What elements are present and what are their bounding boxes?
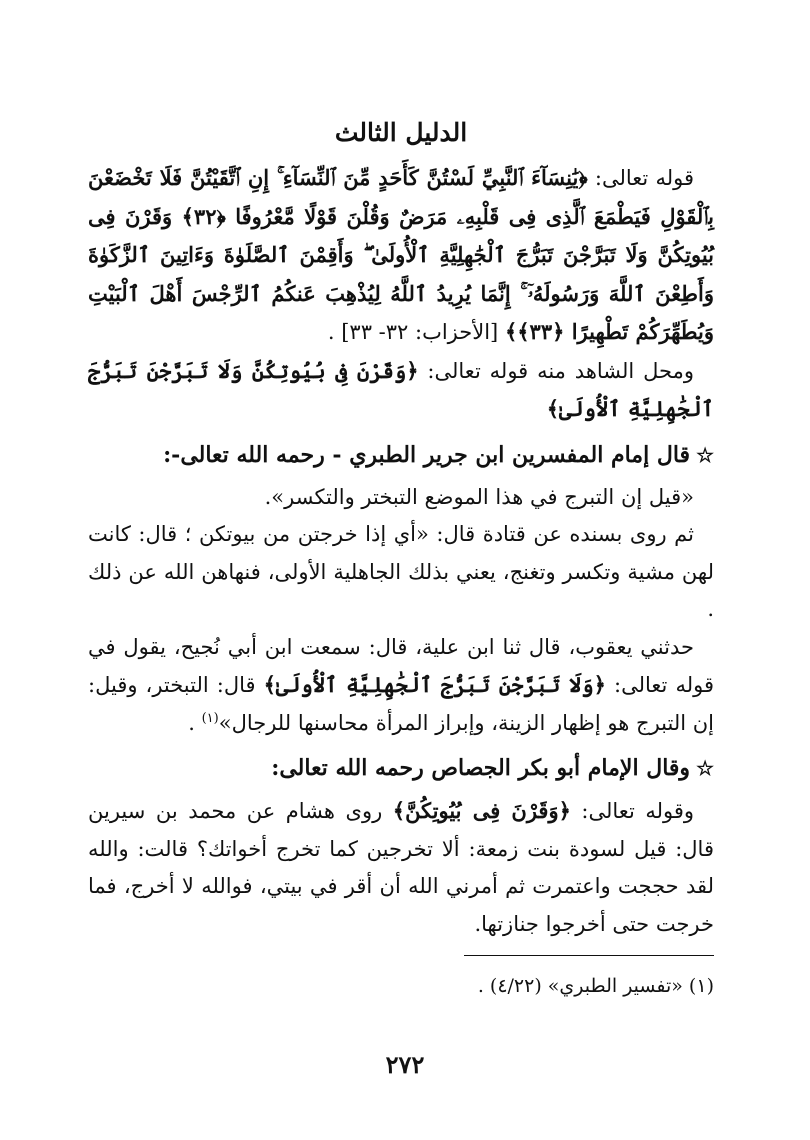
quran-verse: ﴿يَٰنِسَآءَ ٱلنَّبِيِّ لَسْتُنَّ كَأَحَدٍ مِّنَ ٱلنِّسَآءِ ۚ إِنِ ٱتَّقَيْتُنَّ فَلَا تَخْضَعْنَ بِٱلْقَوْلِ فَيَطْمَعَ ٱلَّذِى فِى قَلْبِهِۦ مَرَضٌ وَقُلْنَ قَوْلًا مَّعْرُوفًا ﴿٣٢﴾ وَقَرْنَ فِى بُيُوتِكُنَّ وَلَا تَبَرَّجْنَ تَبَرُّجَ ٱلْجَٰهِلِيَّةِ ٱلْأُولَىٰ ۖ وَأَقِمْنَ ٱلصَّلَوٰةَ وَءَاتِينَ ٱلزَّكَوٰةَ وَأَطِعْنَ ٱللَّهَ وَرَسُولَهُۥٓ ۚ إِنَّمَا يُرِيدُ ٱللَّهُ لِيُذْهِبَ عَنكُمُ ٱلرِّجْسَ أَهْلَ ٱلْبَيْتِ وَيُطَهِّرَكُمْ تَطْهِيرًا ﴿٣٣﴾﴾ <box>88 165 714 344</box>
paragraph-tabari-quote: «قيل إن التبرج في هذا الموضع التبختر والتكسر». <box>264 484 694 509</box>
narration-end: . <box>188 710 202 735</box>
paragraph-verse-ahzab <box>88 159 714 352</box>
footnote-divider <box>464 955 714 956</box>
witness-intro: ومحل الشاهد منه قوله تعالى: <box>418 358 694 383</box>
quran-verse: ﴿وَقَرْنَ فِى بُيُوتِكُنَّ﴾ <box>392 798 571 823</box>
star-icon: ☆ <box>696 756 714 780</box>
section-title: الدليل الثالث <box>334 118 468 147</box>
heading-text: قال إمام المفسرين ابن جرير الطبري - رحمه الله تعالى-: <box>163 441 691 468</box>
heading-text: وقال الإمام أبو بكر الجصاص رحمه الله تعالى: <box>271 755 691 781</box>
heading-tabari <box>88 435 714 475</box>
paragraph-sawda <box>88 792 714 943</box>
verse-intro: قوله تعالى: <box>587 166 695 190</box>
paragraph-qatada: ثم روى بسنده عن قتادة قال: «أي إذا خرجتن من بيوتكن ؛ قال: كانت لهن مشية وتكسر وتغنج، يعني بذلك الجاهلية الأولى، فنهاهن الله عن ذلك . <box>88 522 714 621</box>
narration-text: روى هشام عن محمد بن سيرين قال: قيل لسودة بنت زمعة: ألا تخرجين كما تخرج أخواتك؟ قالت: والله لقد حججت واعتمرت ثم أمرني الله أن أقر في بيتي، فوالله لا أخرج، فما خرجت حتى أخرجوا جنازتها. <box>88 799 714 936</box>
paragraph-yaqub <box>88 629 714 743</box>
paragraph-witness <box>88 352 714 429</box>
footnote-marker[interactable]: (١) <box>201 710 219 726</box>
narration-intro: حدثني يعقوب، قال ثنا ابن علية، قال: سمعت ابن أبي نُجيح، يقول في قوله تعالى: <box>88 634 714 697</box>
heading-jassas <box>88 748 714 788</box>
verse-reference: [الأحزاب: ٣٢- ٣٣] . <box>327 320 505 344</box>
page-body <box>88 118 714 1001</box>
page-number: ٢٧٢ <box>385 1050 425 1079</box>
quran-verse: ﴿وَقَرْنَ فِى بُيُوتِكُنَّ وَلَا تَبَرَّجْنَ تَبَرُّجَ ٱلْجَٰهِلِيَّةِ ٱلْأُولَىٰ﴾ <box>88 357 714 421</box>
star-icon: ☆ <box>696 442 714 467</box>
verse-intro: وقوله تعالى: <box>570 799 694 823</box>
quran-verse: ﴿وَلَا تَبَرَّجْنَ تَبَرُّجَ ٱلْجَٰهِلِيَّةِ ٱلْأُولَىٰ﴾ <box>263 672 606 697</box>
narration-text: قال: التبختر، وقيل: إن التبرج هو إظهار الزينة، وإبراز المرأة محاسنها للرجال» <box>88 673 714 735</box>
footnote: (١) «تفسير الطبري» (٤/٢٢) . <box>477 975 714 997</box>
